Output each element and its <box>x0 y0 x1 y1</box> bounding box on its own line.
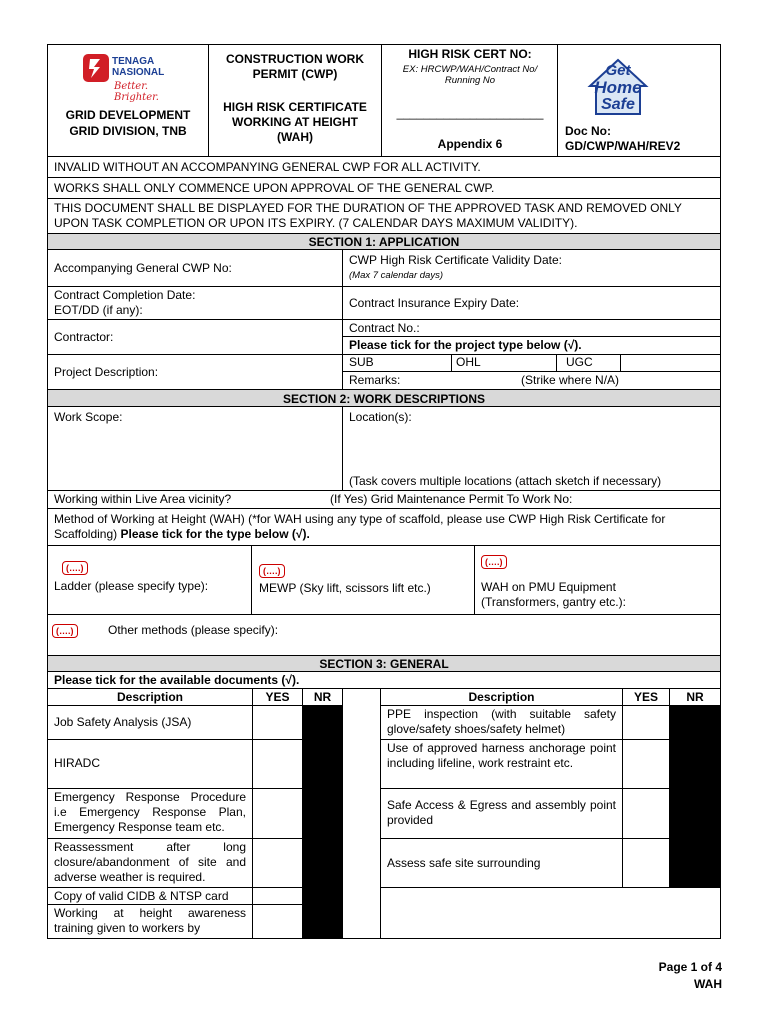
remarks-label: Remarks: <box>349 373 401 387</box>
doc-no: Doc No: GD/CWP/WAH/REV2 <box>565 124 681 153</box>
badge-line3: Safe <box>601 96 635 113</box>
right-item-label: Assess safe site surrounding <box>387 856 541 870</box>
permit-label: (If Yes) Grid Maintenance Permit To Work No: <box>330 492 573 506</box>
form-title-cwp: CONSTRUCTION WORK PERMIT (CWP) <box>226 52 364 81</box>
cert-no-blank[interactable]: ______________________ <box>396 106 544 120</box>
left-col-yes <box>252 688 303 706</box>
sub-label: SUB <box>349 355 374 369</box>
left-item-label: Working at height awareness training given to workers by <box>54 906 246 935</box>
tnb-logo <box>82 53 182 103</box>
contractor-label: Contractor: <box>54 330 114 344</box>
right-empty-area <box>380 887 721 939</box>
table-row <box>380 788 623 839</box>
left-item-label: Job Safety Analysis (JSA) <box>54 715 192 729</box>
right-col-nr-text: NR <box>686 690 704 704</box>
cert-no-example: EX: HRCWP/WAH/Contract No/ Running No <box>402 64 538 86</box>
locations-label: Location(s): <box>349 410 412 424</box>
right-item-label: Safe Access & Egress and assembly point provided <box>387 798 616 827</box>
left-yes-cell[interactable] <box>252 904 303 939</box>
contract-no-label: Contract No.: <box>349 321 420 335</box>
left-yes-cell[interactable] <box>252 739 303 789</box>
right-item-label: PPE inspection (with suitable safety glove/safety shoes/safety helmet) <box>387 707 616 736</box>
validity-date-note: (Max 7 calendar days) <box>349 270 443 281</box>
notice-display <box>47 198 721 234</box>
notice-invalid <box>47 156 721 178</box>
table-row <box>47 739 253 789</box>
ladder-label: Ladder (please specify type): <box>54 579 209 593</box>
ohl-label: OHL <box>456 355 481 369</box>
documents-tick-text: Please tick for the available documents (√). <box>54 673 300 687</box>
right-col-yes-text: YES <box>633 690 658 704</box>
right-col-nr <box>669 688 721 706</box>
form-title-wah: HIGH RISK CERTIFICATE WORKING AT HEIGHT (WAH) <box>223 100 367 144</box>
left-col-nr <box>302 688 343 706</box>
notice-display-text: THIS DOCUMENT SHALL BE DISPLAYED FOR THE DURATION OF THE APPROVED TASK AND REMOVED ONLY UPON TASK COMPLETION OR UPON ITS EXPIRY. (7 CALENDAR DAYS MAXIMUM VALIDITY). <box>54 201 682 230</box>
company-name: TENAGA NASIONAL <box>112 56 165 78</box>
mewp-label: MEWP (Sky lift, scissors lift etc.) <box>259 581 431 595</box>
mewp-tick-box[interactable]: (….) <box>259 564 285 578</box>
insurance-expiry-label: Contract Insurance Expiry Date: <box>349 296 520 310</box>
section3-title: SECTION 3: GENERAL <box>319 657 449 671</box>
right-nr-cell <box>669 705 721 740</box>
live-area-label: Working within Live Area vicinity? <box>54 492 232 506</box>
left-nr-cell <box>302 705 343 740</box>
section2-title: SECTION 2: WORK DESCRIPTIONS <box>282 392 485 406</box>
table-row <box>47 705 253 740</box>
cert-no-label: HIGH RISK CERT NO: <box>408 47 532 61</box>
table-row <box>47 904 253 939</box>
right-nr-cell <box>669 739 721 789</box>
project-description-label: Project Description: <box>54 365 159 379</box>
section1-title: SECTION 1: APPLICATION <box>308 235 460 249</box>
tnb-logo-icon <box>82 53 110 83</box>
table-row <box>47 838 253 888</box>
project-type-prompt-text: Please tick for the project type below (√). <box>349 338 582 352</box>
badge-line2: Home <box>594 78 642 97</box>
left-col-nr-text: NR <box>313 690 332 704</box>
notice-commence-text: WORKS SHALL ONLY COMMENCE UPON APPROVAL OF THE GENERAL CWP. <box>54 181 495 195</box>
left-nr-cell <box>302 838 343 888</box>
left-item-label: Reassessment after long closure/abandonment of site and adverse weather is required. <box>54 840 246 884</box>
get-home-safe-badge <box>582 52 654 122</box>
table-row <box>47 788 253 839</box>
section3-header <box>47 655 721 672</box>
org-line2: GRID DIVISION, TNB <box>69 124 187 138</box>
left-nr-cell <box>302 887 343 905</box>
left-col-yes-text: YES <box>265 690 290 704</box>
notice-invalid-text: INVALID WITHOUT AN ACCOMPANYING GENERAL CWP FOR ALL ACTIVITY. <box>54 160 481 174</box>
right-yes-cell[interactable] <box>622 788 670 839</box>
left-nr-cell <box>302 739 343 789</box>
table-row <box>380 705 623 740</box>
left-item-label: Copy of valid CIDB & NTSP card <box>54 889 229 903</box>
section1-header <box>47 233 721 250</box>
left-yes-cell[interactable] <box>252 887 303 905</box>
completion-date-label: Contract Completion Date: EOT/DD (if any): <box>54 288 196 317</box>
pmu-label: WAH on PMU Equipment (Transformers, gantry etc.): <box>481 580 626 609</box>
left-col-description-text: Description <box>116 690 183 704</box>
right-nr-cell <box>669 838 721 888</box>
table-row <box>380 838 623 888</box>
form-code: WAH <box>694 977 722 991</box>
left-yes-cell[interactable] <box>252 788 303 839</box>
tagline: Better. Brighter. <box>114 81 159 103</box>
right-col-description-text: Description <box>468 690 535 704</box>
ugc-label: UGC <box>566 355 593 369</box>
cwp-no-label: Accompanying General CWP No: <box>54 261 232 275</box>
documents-tick-prompt <box>47 671 721 689</box>
left-nr-cell <box>302 788 343 839</box>
right-item-label: Use of approved harness anchorage point including lifeline, work restraint etc. <box>387 741 616 770</box>
mewp-option[interactable] <box>251 545 475 615</box>
multi-location-note: (Task covers multiple locations (attach sketch if necessary) <box>349 474 662 488</box>
table-row <box>47 887 253 905</box>
other-tick-box[interactable]: (….) <box>52 624 78 638</box>
method-wah-row <box>47 508 721 546</box>
table-row <box>380 739 623 789</box>
left-col-description <box>47 688 253 706</box>
notice-commence <box>47 177 721 199</box>
org-line1: GRID DEVELOPMENT <box>65 108 191 122</box>
appendix-label: Appendix 6 <box>437 137 503 151</box>
left-yes-cell[interactable] <box>252 705 303 740</box>
right-col-yes <box>622 688 670 706</box>
left-yes-cell[interactable] <box>252 838 303 888</box>
right-nr-cell <box>669 788 721 839</box>
right-yes-cell[interactable] <box>622 739 670 789</box>
left-nr-cell <box>302 904 343 939</box>
badge-line1: Get <box>605 62 631 79</box>
table-spacer-column <box>342 688 381 939</box>
work-scope-label: Work Scope: <box>54 410 123 424</box>
page-number: Page 1 of 4 <box>658 960 722 974</box>
validity-date-label: CWP High Risk Certificate Validity Date: <box>349 253 562 267</box>
right-col-description <box>380 688 623 706</box>
pmu-tick-box[interactable]: (….) <box>481 555 507 569</box>
left-item-label: HIRADC <box>54 756 101 770</box>
right-yes-cell[interactable] <box>622 705 670 740</box>
method-text: Method of Working at Height (WAH) (*for WAH using any type of scaffold, please use CWP High Risk Certificate for Scaffolding) <box>54 512 666 541</box>
strike-note: (Strike where N/A) <box>521 373 620 387</box>
other-methods-label: Other methods (please specify): <box>108 623 279 637</box>
section2-header <box>47 389 721 407</box>
left-item-label: Emergency Response Procedure i.e Emergency Response Plan, Emergency Response team etc. <box>54 790 246 834</box>
ladder-tick-box[interactable]: (….) <box>62 561 88 575</box>
method-tick-prompt: Please tick for the type below (√). <box>120 527 310 541</box>
right-yes-cell[interactable] <box>622 838 670 888</box>
